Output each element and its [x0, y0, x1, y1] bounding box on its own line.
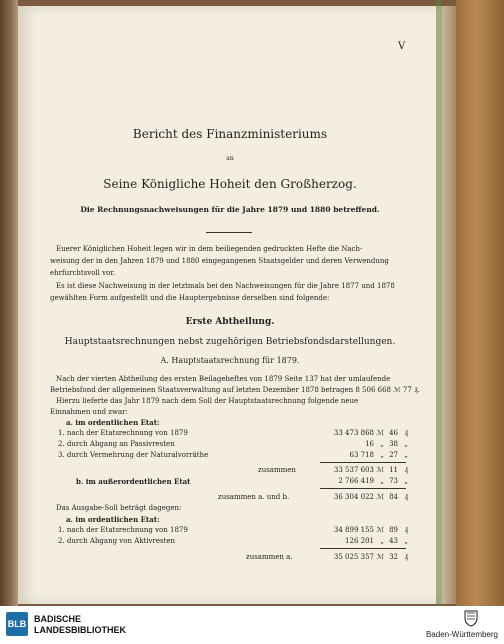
row-pfennig: 32 — [389, 553, 398, 561]
row-label: b. im außerordentlichen Etat — [76, 477, 191, 486]
income-extraordinary-row — [50, 477, 410, 487]
row-pfennig-unit: ₰ — [404, 466, 408, 474]
footer-bar — [0, 606, 504, 644]
row-label: 1. nach der Etatsrechnung von 1879 — [58, 429, 188, 437]
paragraph-line: Es ist diese Nachweisung in der letztmals bei den Nachweisungen für die Jahre 1877 und 1878 — [56, 282, 395, 290]
sum-rule — [320, 488, 406, 489]
row-pfennig: 43 — [389, 537, 398, 545]
income-subtotal-row — [50, 466, 410, 476]
row-currency: ℳ — [376, 466, 384, 474]
row-currency: ℳ — [376, 553, 384, 561]
coat-of-arms-icon — [464, 609, 478, 627]
paragraph-line: gewählten Form aufgestellt und die Hauptergebnisse derselben sind folgende: — [50, 294, 330, 302]
row-pfennig: 73 — [389, 477, 398, 485]
row-pfennig: 38 — [389, 440, 398, 448]
section-subheading: Hauptstaatsrechnungen nebst zugehörigen Betriebsfondsdarstellungen. — [64, 337, 396, 347]
row-currency: „ — [380, 537, 384, 545]
row-amount: 2 766 419 — [338, 477, 374, 485]
row-pfennig: 84 — [389, 493, 398, 501]
report-title: Bericht des Finanzministeriums — [132, 127, 328, 141]
expense-subtotal-row — [50, 553, 410, 563]
partner-label: Baden-Württemberg — [425, 630, 498, 639]
row-currency: ℳ — [376, 526, 384, 534]
row-pfennig-unit: ₰ — [404, 526, 408, 534]
row-amount: 63 718 — [349, 451, 374, 459]
divider — [206, 232, 252, 233]
library-name-line2: LANDESBIBLIOTHEK — [34, 625, 126, 635]
row-label: 1. nach der Etatsrechnung von 1879 — [58, 526, 188, 534]
body-line: Betriebsfond der allgemeinen Staatsverwaltung auf letzten Dezember 1878 betragen 8 506 668 ℳ 77 ₰. — [50, 386, 420, 394]
row-pfennig-unit: „ — [404, 477, 408, 485]
row-pfennig: 11 — [389, 466, 398, 474]
row-currency: „ — [380, 477, 384, 485]
book-cover — [456, 0, 504, 606]
body-line: Nach der vierten Abtheilung des ersten Beilageheftes von 1879 Seite 137 hat der umlaufende — [56, 375, 391, 383]
body-line: Einnahmen und zwar: — [50, 408, 128, 416]
row-label: zusammen — [258, 466, 296, 474]
row-pfennig-unit: „ — [404, 537, 408, 545]
section-heading: Erste Abtheilung. — [185, 317, 275, 327]
paragraph-line: ehrfurchtsvoll vor. — [50, 269, 116, 277]
row-currency: „ — [380, 440, 384, 448]
expense-row — [50, 537, 410, 547]
book-binding — [0, 0, 18, 606]
income-ordinary-heading: a. im ordentlichen Etat: — [66, 418, 160, 427]
row-amount: 36 304 022 — [333, 493, 374, 501]
row-pfennig-unit: „ — [404, 451, 408, 459]
row-amount: 126 201 — [345, 537, 374, 545]
body-line: Hierzu lieferte das Jahr 1879 nach dem Soll der Hauptstaatsrechnung folgende neue — [56, 397, 359, 405]
row-amount: 35 025 357 — [333, 553, 374, 561]
sum-rule — [320, 548, 406, 549]
row-pfennig-unit: ₰ — [404, 429, 408, 437]
sum-rule — [320, 462, 406, 463]
row-amount: 16 — [365, 440, 374, 448]
row-pfennig-unit: ₰ — [404, 493, 408, 501]
row-amount: 34 899 155 — [333, 526, 374, 534]
blb-logo[interactable]: BLB — [6, 612, 28, 636]
paragraph-line: Euerer Königlichen Hoheit legen wir in dem beiliegenden gedruckten Hefte die Nach- — [56, 245, 363, 253]
report-addressee: Seine Königliche Hoheit den Großherzog. — [103, 177, 357, 191]
income-row — [50, 440, 410, 450]
row-label: 2. durch Abgang an Passivresten — [58, 440, 175, 448]
row-label: 2. durch Abgang von Aktivresten — [58, 537, 176, 545]
row-label: zusammen a. und b. — [218, 493, 290, 501]
paragraph-line: weisung der in den Jahren 1879 und 1880 eingegangenen Staatsgelder und deren Verwendung — [50, 257, 389, 265]
income-row — [50, 451, 410, 461]
income-total-row — [50, 493, 410, 503]
report-subtitle: Die Rechnungsnachweisungen für die Jahre 1879 und 1880 betreffend. — [80, 205, 380, 214]
row-label: 3. durch Vermehrung der Naturalvorräthe — [58, 451, 209, 459]
page-fore-edge — [442, 6, 456, 604]
page-number: V — [398, 41, 406, 52]
expense-intro: Das Ausgabe-Soll beträgt dagegen: — [56, 504, 182, 512]
row-pfennig: 46 — [389, 429, 398, 437]
row-pfennig-unit: ₰ — [404, 553, 408, 561]
report-title-an: an — [226, 155, 234, 162]
row-currency: „ — [380, 451, 384, 459]
row-amount: 33 473 868 — [333, 429, 374, 437]
expense-row — [50, 526, 410, 536]
part-heading: A. Hauptstaatsrechnung für 1879. — [160, 356, 300, 365]
income-row — [50, 429, 410, 439]
row-pfennig: 89 — [389, 526, 398, 534]
row-currency: ℳ — [376, 493, 384, 501]
row-amount: 33 537 603 — [333, 466, 374, 474]
expense-ordinary-heading: a. im ordentlichen Etat: — [66, 515, 160, 524]
row-currency: ℳ — [376, 429, 384, 437]
row-pfennig: 27 — [389, 451, 398, 459]
row-pfennig-unit: „ — [404, 440, 408, 448]
row-label: zusammen a. — [246, 553, 293, 561]
library-name-line1: BADISCHE — [34, 614, 82, 624]
